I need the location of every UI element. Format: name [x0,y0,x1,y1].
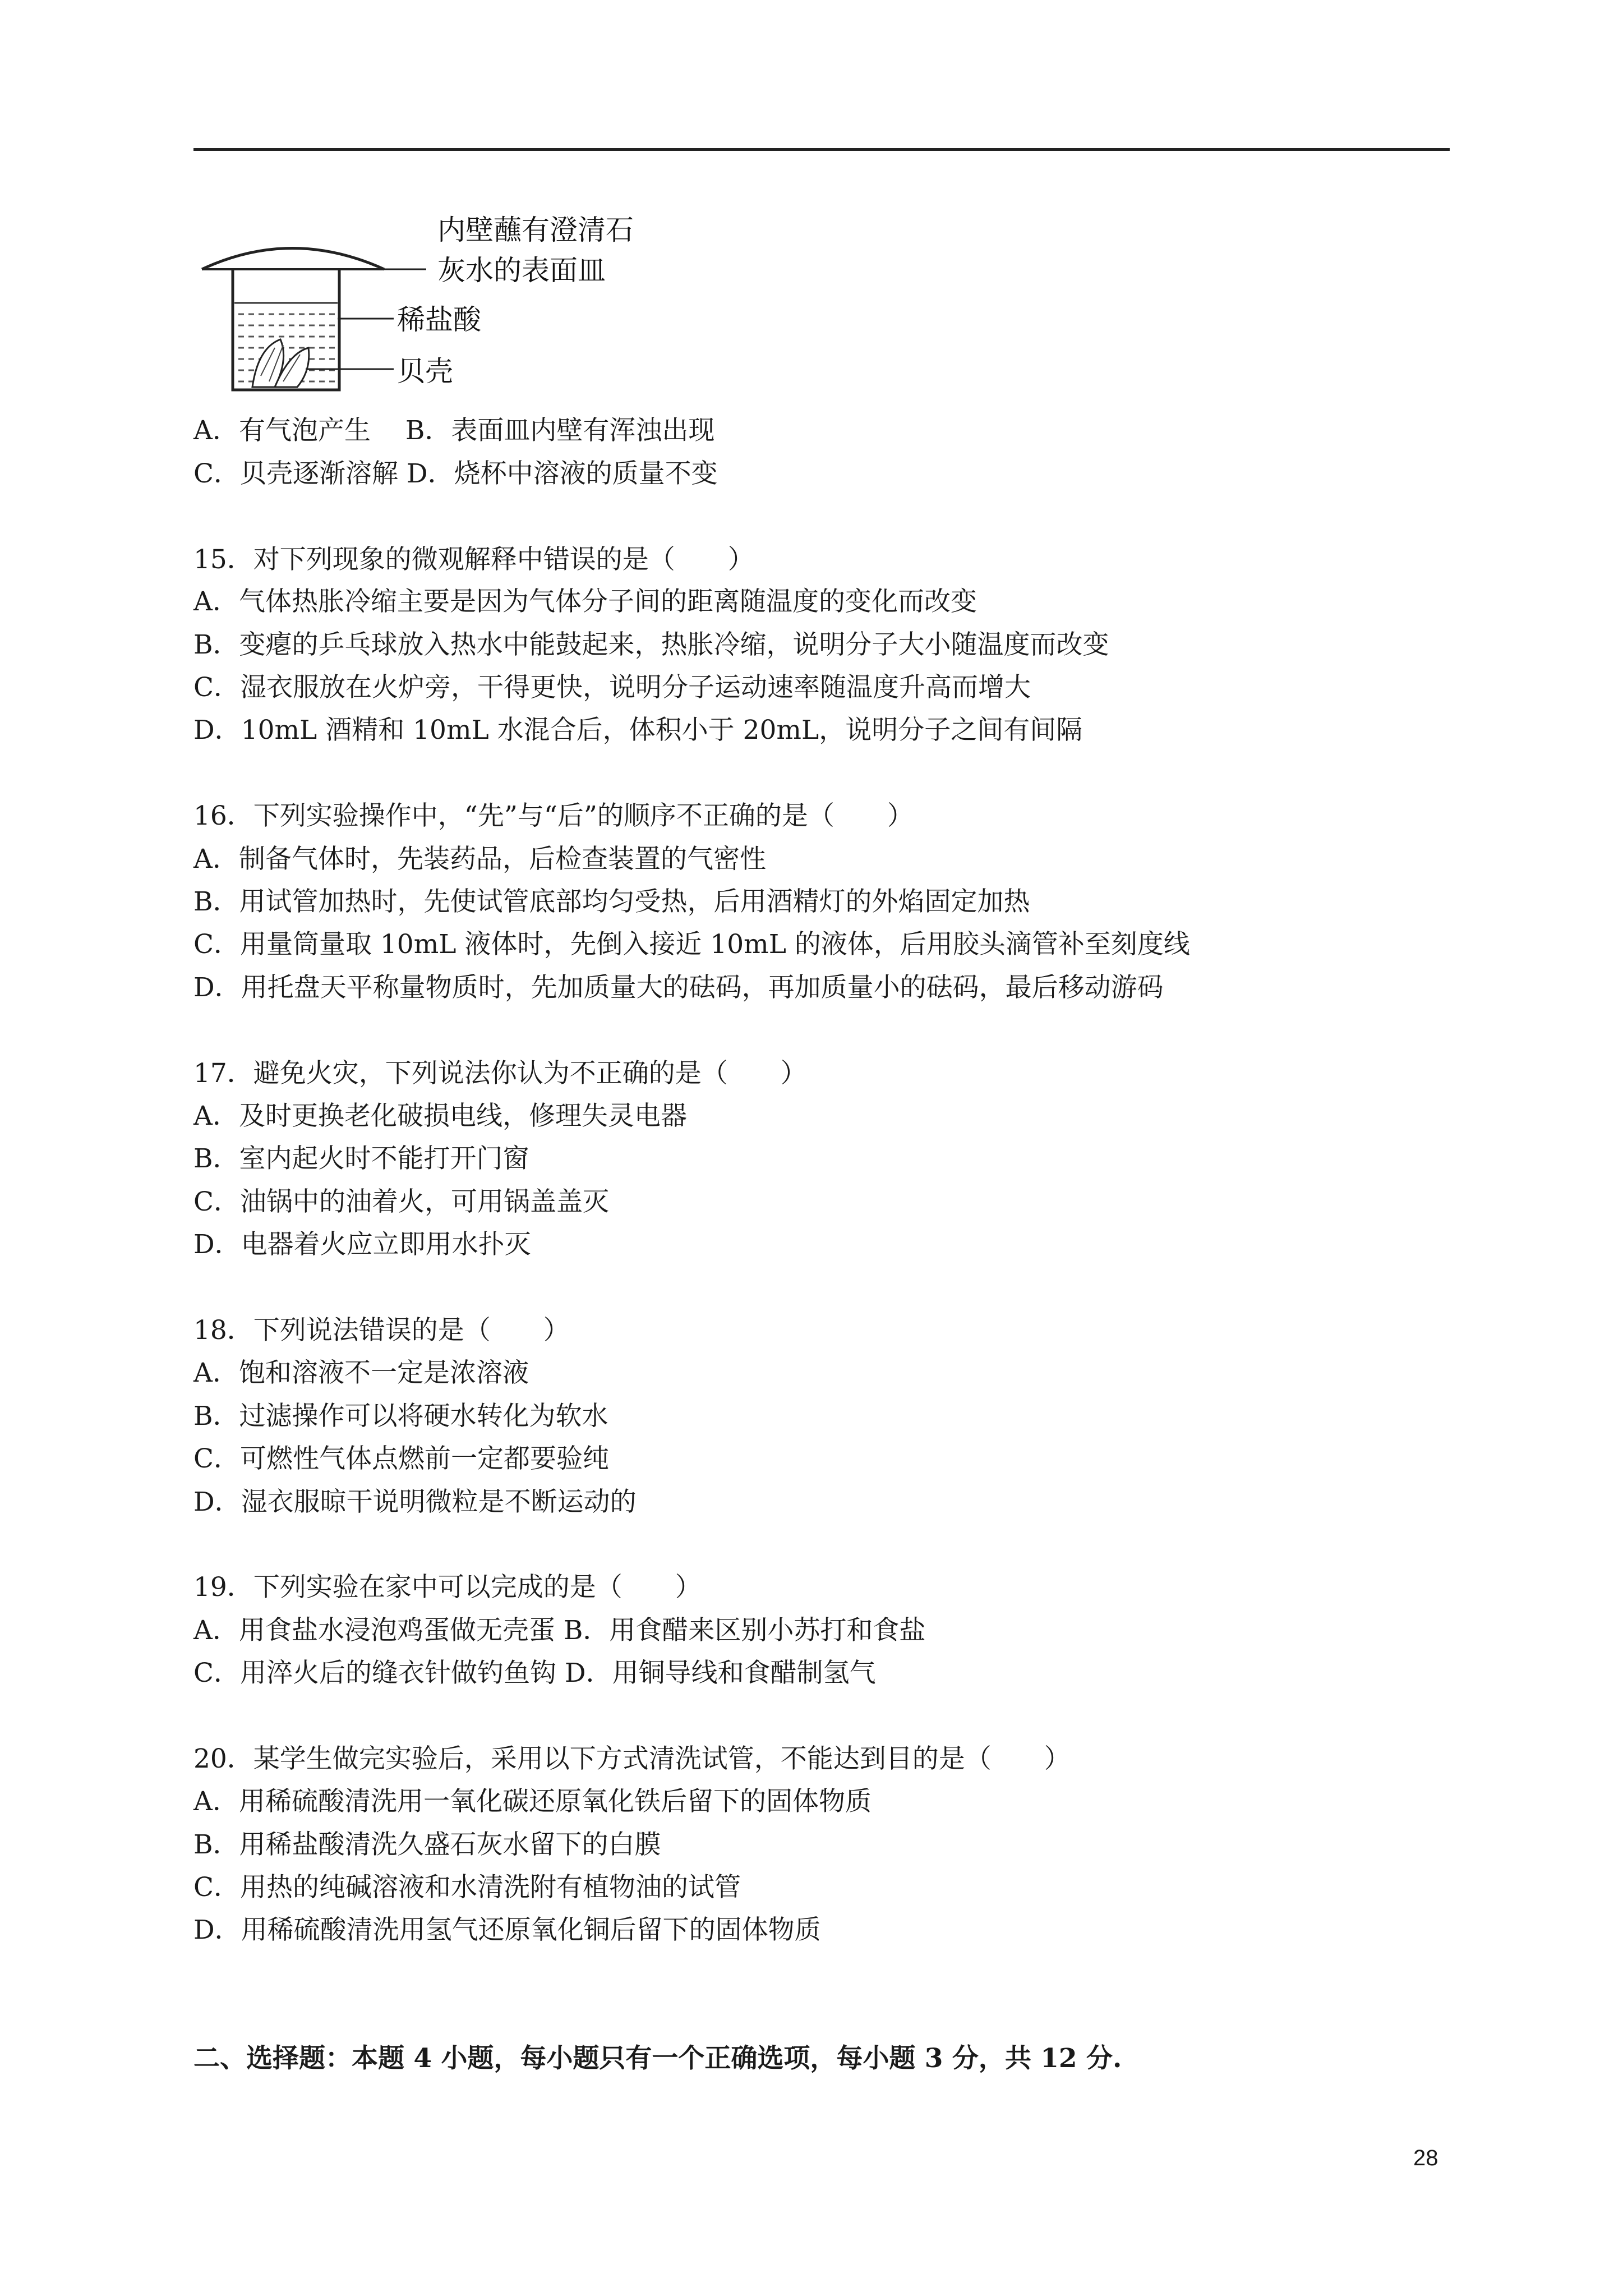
header-rule [193,148,1450,151]
question-19-stem: 19．下列实验在家中可以完成的是（ ） [193,1572,702,1603]
question-15-option-c: C．湿衣服放在火炉旁，干得更快，说明分子运动速率随温度升高而增大 [193,672,1031,703]
label-watch-glass-line2: 灰水的表面皿 [437,254,606,287]
page-number: 28 [1413,2146,1438,2170]
q14-option-line-2: C．贝壳逐渐溶解 D．烧杯中溶液的质量不变 [193,458,718,489]
question-20-option-d: D．用稀硫酸清洗用氢气还原氧化铜后留下的固体物质 [193,1915,821,1945]
question-15-option-d: D．10mL 酒精和 10mL 水混合后，体积小于 20mL，说明分子之间有间隔 [193,715,1083,746]
question-20-stem: 20．某学生做完实验后，采用以下方式清洗试管，不能达到目的是（ ） [193,1743,1071,1774]
question-20-option-a: A．用稀硫酸清洗用一氧化碳还原氧化铁后留下的固体物质 [193,1786,872,1817]
q14-option-line-1: A．有气泡产生 B．表面皿内壁有浑浊出现 [193,415,715,446]
question-20-option-c: C．用热的纯碱溶液和水清洗附有植物油的试管 [193,1872,741,1903]
question-18-option-d: D．湿衣服晾干说明微粒是不断运动的 [193,1487,637,1517]
question-17-option-c: C．油锅中的油着火，可用锅盖盖灭 [193,1186,609,1217]
question-15-option-a: A．气体热胀冷缩主要是因为气体分子间的距离随温度的变化而改变 [193,586,977,617]
question-17-option-a: A．及时更换老化破损电线，修理失灵电器 [193,1101,687,1131]
question-16-option-c: C．用量筒量取 10mL 液体时，先倒入接近 10mL 的液体，后用胶头滴管补至刻度线 [193,929,1190,960]
apparatus-figure [191,208,707,398]
label-dilute-hcl: 稀盐酸 [397,303,481,336]
question-16-option-b: B．用试管加热时，先使试管底部均匀受热，后用酒精灯的外焰固定加热 [193,886,1030,917]
question-17-option-d: D．电器着火应立即用水扑灭 [193,1229,531,1260]
question-16-stem: 16．下列实验操作中，“先”与“后”的顺序不正确的是（ ） [193,800,914,831]
question-16-option-d: D．用托盘天平称量物质时，先加质量大的砝码，再加质量小的砝码，最后移动游码 [193,972,1164,1003]
question-19-option-ab: A．用食盐水浸泡鸡蛋做无壳蛋 B．用食醋来区别小苏打和食盐 [193,1615,926,1646]
label-watch-glass: 内壁蘸有澄清石 [437,214,634,246]
section-heading: 二、选择题：本题 4 小题，每小题只有一个正确选项，每小题 3 分，共 12 分. [193,2043,1122,2074]
question-18-option-c: C．可燃性气体点燃前一定都要验纯 [193,1443,609,1474]
label-shell: 贝壳 [397,355,453,388]
question-19-option-cd: C．用淬火后的缝衣针做钓鱼钩 D．用铜导线和食醋制氢气 [193,1658,876,1688]
question-15-stem: 15．对下列现象的微观解释中错误的是（ ） [193,544,754,575]
question-17-stem: 17．避免火灾，下列说法你认为不正确的是（ ） [193,1058,807,1089]
question-18-stem: 18．下列说法错误的是（ ） [193,1315,570,1346]
question-17-option-b: B．室内起火时不能打开门窗 [193,1143,529,1174]
question-20-option-b: B．用稀盐酸清洗久盛石灰水留下的白膜 [193,1829,661,1860]
question-18-option-b: B．过滤操作可以将硬水转化为软水 [193,1401,608,1432]
question-16-option-a: A．制备气体时，先装药品，后检查装置的气密性 [193,844,766,875]
question-18-option-a: A．饱和溶液不一定是浓溶液 [193,1358,529,1388]
question-15-option-b: B．变瘪的乒乓球放入热水中能鼓起来，热胀冷缩，说明分子大小随温度而改变 [193,629,1109,660]
